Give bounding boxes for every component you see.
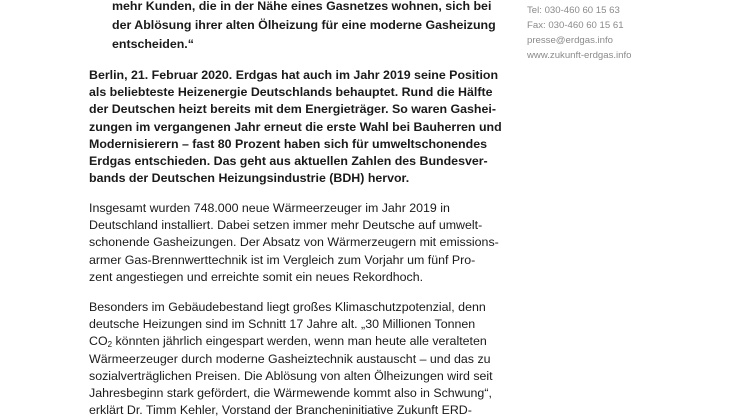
body-line: zent angestiegen und erreichte somit ein neues Rekordhoch.	[89, 269, 424, 284]
quote-line: entscheiden.“	[112, 37, 194, 51]
contact-info	[527, 3, 737, 63]
lead-paragraph	[89, 67, 514, 187]
contact-tel: Tel: 030-460 60 15 63	[527, 5, 620, 16]
contact-web-link[interactable]: www.zukunft-erdgas.info	[527, 50, 632, 61]
body-line: armer Gas-Brennwerttechnik ist im Vergleich zum Vorjahr um fünf Pro-	[89, 252, 476, 267]
co2-subscript: 2	[107, 340, 113, 350]
lead-line: bands der Deutschen Heizungsindustrie (BDH) hervor.	[89, 171, 410, 186]
lead-line: Erdgas entschieden. Das geht aus aktuellen Zahlen des Bundesver-	[89, 154, 488, 169]
body-line: Jahresbeginn stark gefördert, die Wärmewende kommt also in Schwung“,	[89, 386, 492, 401]
body-line: Wärmeerzeuger durch moderne Gasheiztechnik austauscht – und das zu	[89, 351, 491, 366]
quote-block	[112, 0, 502, 54]
co2-text: CO	[89, 334, 108, 349]
body-line: deutsche Heizungen sind im Schnitt 17 Jahre alt. „30 Millionen Tonnen	[89, 317, 476, 332]
contact-email-link[interactable]: presse@erdgas.info	[527, 35, 614, 46]
body-paragraph-climate	[89, 299, 514, 419]
body-paragraph-installations	[89, 200, 514, 286]
lead-line: zungen im vergangenen Jahr erneut die erste Wahl bei Bauherren und	[89, 119, 502, 134]
body-line: Deutschland installiert. Dabei setzen immer mehr Deutsche auf umwelt-	[89, 218, 483, 233]
lead-line: Berlin, 21. Februar 2020. Erdgas hat auch im Jahr 2019 seine Position	[89, 68, 499, 82]
body-line: sozialverträglichen Preisen. Die Ablösung von alten Ölheizungen wird seit	[89, 368, 493, 383]
co2-line-rest: könnten jährlich eingespart werden, wenn man heute alle veralteten	[112, 334, 487, 349]
lead-line: Modernisierern – fast 80 Prozent haben sich für umweltschonendes	[89, 136, 487, 151]
quote-line: mehr Kunden, die in der Nähe eines Gasnetzes wohnen, sich bei	[112, 0, 492, 13]
lead-line: der Deutschen heizt bereits mit dem Energieträger. So waren Gashei-	[89, 102, 496, 117]
lead-line: als beliebteste Heizenergie Deutschlands behauptet. Rund die Hälfte	[89, 85, 493, 100]
body-line: schonende Gasheizungen. Der Absatz von Wärmerzeugern mit emissions-	[89, 235, 499, 250]
body-line-co2	[89, 333, 514, 350]
contact-fax: Fax: 030-460 60 15 61	[527, 20, 624, 31]
body-line: Insgesamt wurden 748.000 neue Wärmeerzeuger im Jahr 2019 in	[89, 201, 450, 215]
quote-line: der Ablösung ihrer alten Ölheizung für eine moderne Gasheizung	[112, 18, 496, 32]
body-line: Besonders im Gebäudebestand liegt großes Klimaschutzpotenzial, denn	[89, 300, 486, 314]
body-line: erklärt Dr. Timm Kehler, Vorstand der Brancheninitiative Zukunft ERD-	[89, 403, 472, 418]
